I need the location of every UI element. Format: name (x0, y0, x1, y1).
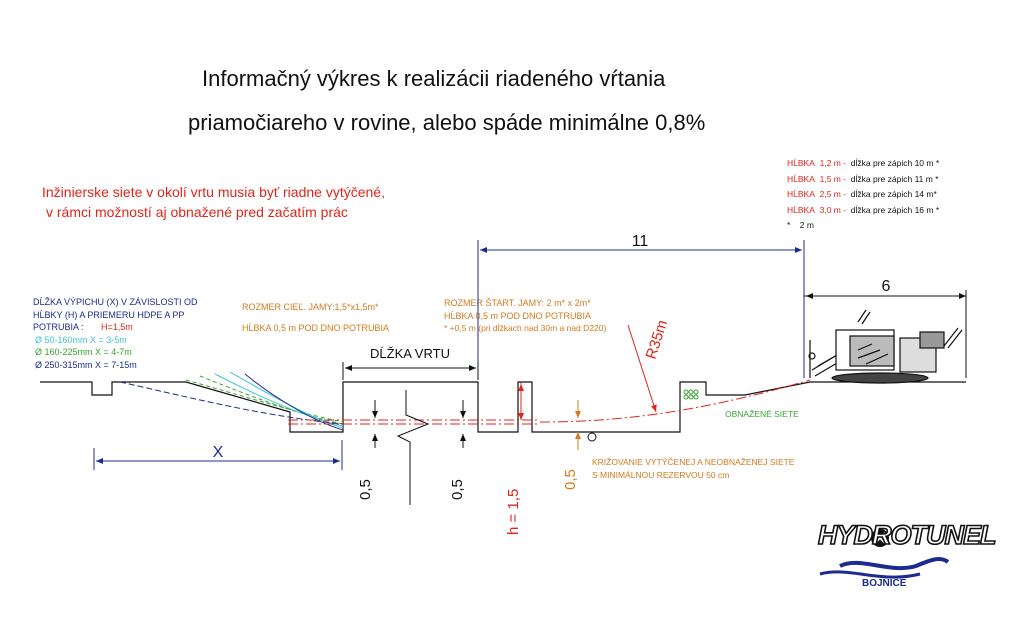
dim-x-label: X (212, 444, 224, 461)
legend-item-cyan: Ø 50-160mm X = 3-5m (35, 334, 127, 345)
depth-row: HĹBKA 3,0 m - dĺžka pre zápich 16 m * (787, 204, 940, 215)
dimension-entry (478, 240, 804, 380)
warning-line-1: Inžinierske siete v okolí vrtu musia byť riadne vytýčené, (42, 184, 385, 200)
bore-pipeline (288, 380, 810, 424)
target-pit-note: ROZMER CIEĽ. JAMY:1,5*x1,5m* HĹBKA 0,5 m POD DNO POTRUBIA (242, 302, 390, 333)
crossing-note: KRIŽOVANIE VYTÝČENEJ A NEOBNAŽENEJ SIETE S MINIMÁLNOU REZERVOU 50 cm (592, 457, 795, 480)
exposed-utilities-label: OBNAŽENÉ SIETE (725, 409, 799, 419)
warning-line-2: v rámci možností aj obnažené pred začatím prác (46, 204, 348, 220)
depth-note: * 2 m (787, 220, 814, 230)
break-symbol (398, 390, 428, 505)
crossing-utility-icon (588, 433, 596, 441)
trench-length-legend: DĹŽKA VÝPICHU (X) V ZÁVISLOSTI OD HĹBKY (H) A PRIEMERU HDPE A PP POTRUBIA : H=1,5m Ø 50-160mm X = 3-5m Ø 160-225mm X = 4-7m Ø 250-315mm X = 7-15m (33, 297, 198, 370)
depth-row: HĹBKA 1,2 m - dĺžka pre zápich 10 m * (787, 158, 940, 168)
logo-name: HYDROTUNEL (818, 520, 996, 550)
dimension-bore-length (343, 362, 478, 380)
dim-05-start: 0,5 (449, 479, 466, 500)
ground-profile (40, 382, 966, 432)
logo-city: BOJNICE (862, 578, 907, 589)
dim-h-label: h = 1,5 (505, 488, 522, 535)
start-pit-note: ROZMER ŠTART. JAMY: 2 m* x 2m* HĹBKA 0,5 m POD DNO POTRUBIA * +0,5 m (pri dĺžkach nad 30m a nad D220) (444, 298, 607, 333)
title-line-2: priamočiareho v rovine, alebo spáde minimálne 0,8% (188, 110, 706, 135)
dim-rig-label: 6 (881, 278, 891, 295)
radius-label: R35m (642, 317, 672, 362)
legend-item-green: Ø 160-225mm X = 4-7m (35, 347, 132, 357)
legend-item-navy: Ø 250-315mm X = 7-15m (35, 359, 137, 370)
depth-row: HĹBKA 1,5 m - dĺžka pre zápich 11 m * (787, 173, 939, 184)
dim-05-crossing: 0,5 (562, 469, 579, 490)
dim-bore-length-label: DĹŽKA VRTU (370, 346, 450, 361)
exposed-utilities-icon (684, 390, 698, 399)
title-line-1: Informačný výkres k realizácii riadeného vŕtania (202, 66, 666, 91)
drilling-rig-icon (809, 310, 962, 383)
trench-lines (120, 372, 343, 430)
dim-05-target: 0,5 (357, 479, 374, 500)
depth-row: HĹBKA 2,5 m - dĺžka pre zápich 14 m* (787, 189, 937, 199)
dim-entry-label: 11 (631, 233, 649, 250)
